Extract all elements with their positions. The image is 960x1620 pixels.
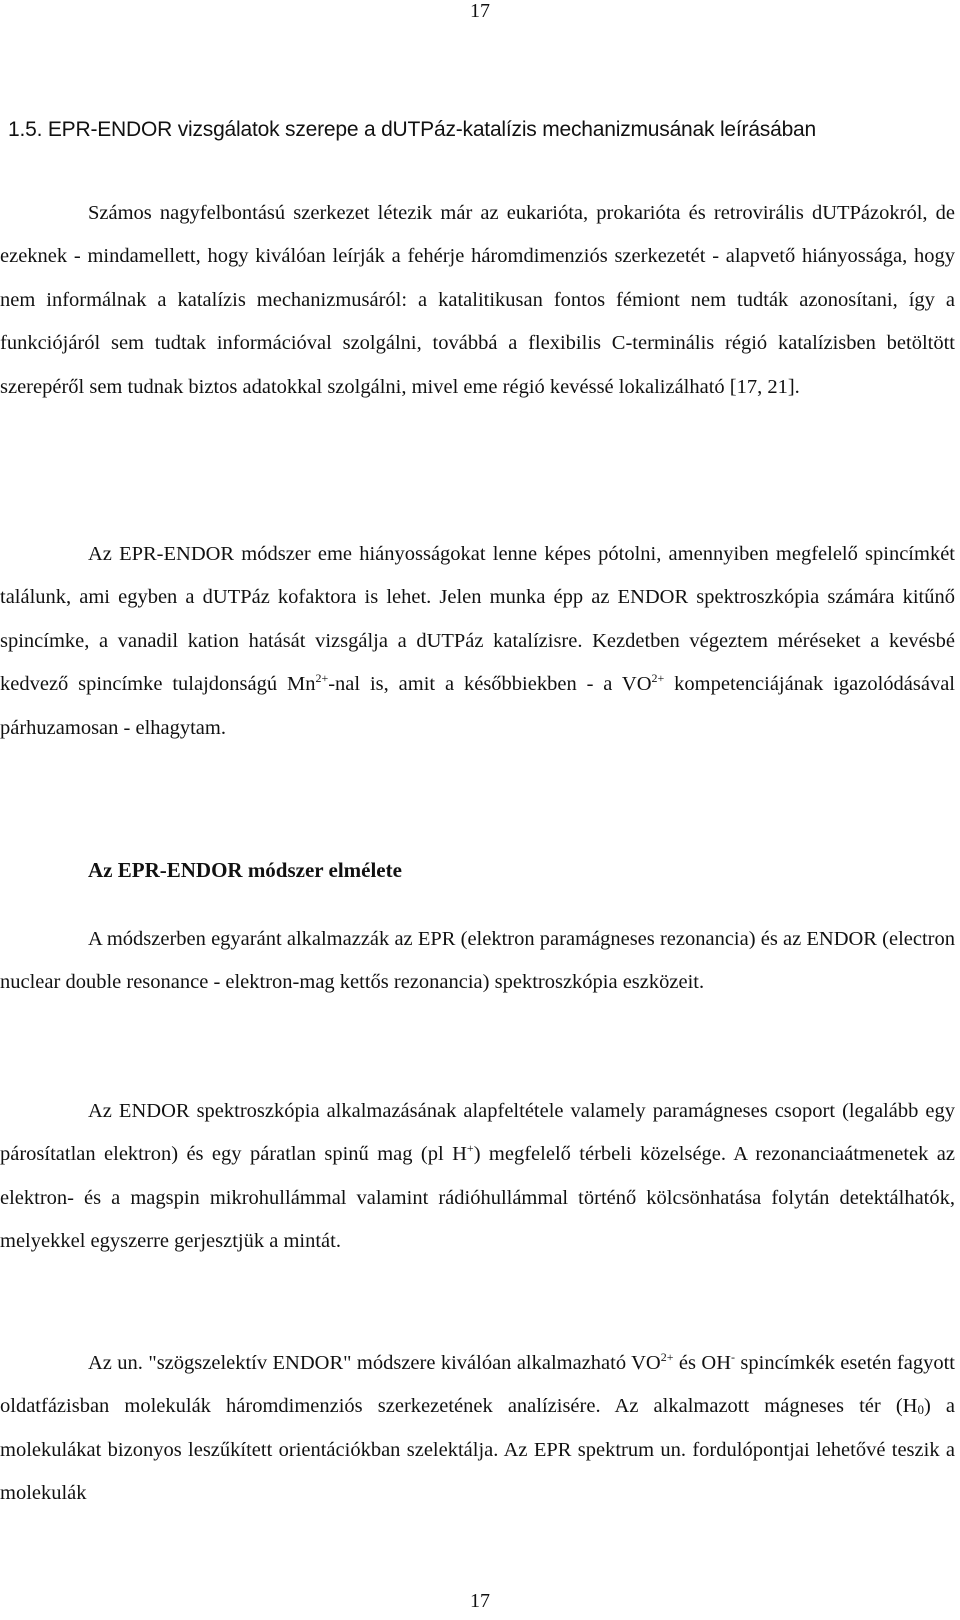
- subscript: 0: [917, 1402, 924, 1418]
- paragraph-epr-endor-method: [0, 533, 955, 750]
- paragraph-text: Az EPR-ENDOR módszer eme hiányosságokat lenne képes pótolni, amennyiben megfelelő spincímkét találunk, ami egyben a dUTPáz kofaktora is lehet. Jelen munka épp az ENDOR spektroszkópia számára kitűnő spincímke, a vanadil kation hatását vizsgálja a dUTPáz katalízisre. Kezdetben végeztem méréseket a kevésbé kedvező spincímke tulajdonságú Mn: [0, 543, 955, 696]
- paragraph-endor-requirements: [0, 1090, 955, 1264]
- paragraph-dutpase-structures: [0, 192, 955, 409]
- paragraph-text: ) megfelelő térbeli közelsége. A rezonanciaátmenetek az elektron- és a magspin mikrohullámmal valamint rádióhullámmal történő kölcsönhatása folytán detektálhatók, melyekkel egyszerre gerjesztjük a mintát.: [0, 1143, 955, 1253]
- paragraph-text: kompetenciájának igazolódásával párhuzamosan - elhagytam.: [0, 673, 955, 739]
- paragraph-text: Számos nagyfelbontású szerkezet létezik már az eukarióta, prokarióta és retrovirális dUTPázokról, de ezeknek - mindamellett, hogy kiválóan leírják a fehérje háromdimenziós szerkezetét - alapvető hiányossága, hogy nem informálnak a katalízis mechanizmusáról: a katalitikusan fontos fémiont nem tudták azonosítani, így a funkciójáról sem tudtak információval szolgálni, továbbá a flexibilis C-terminális régió katalízisben betöltött szerepéről sem tudnak biztos adatokkal szolgálni, mivel eme régió kevéssé lokalizálható [17, 21].: [0, 202, 955, 398]
- section-heading: 1.5. EPR-ENDOR vizsgálatok szerepe a dUTPáz-katalízis mechanizmusának leírásában: [8, 118, 817, 141]
- paragraph-text: spincímkék esetén fagyott oldatfázisban molekulák háromdimenziós szerkezetének analízisére. Az alkalmazott mágneses tér (H: [0, 1352, 955, 1418]
- paragraph-text: ) a molekulákat bizonyos leszűkített orientációkban szelektálja. Az EPR spektrum un. fordulópontjai lehetővé teszik a molekulák: [0, 1395, 955, 1505]
- paragraph-epr-endor-tools: [0, 918, 955, 1005]
- superscript: -: [731, 1350, 735, 1364]
- superscript: +: [466, 1141, 474, 1156]
- paragraph-text: Az ENDOR spektroszkópia alkalmazásának alapfeltétele valamely paramágneses csoport (legalább egy párosítatlan elektron) és egy páratlan spinű mag (pl H: [0, 1100, 955, 1166]
- superscript: 2+: [315, 671, 329, 686]
- paragraph-text: és OH: [673, 1352, 731, 1374]
- page-number-top: 17: [470, 0, 490, 22]
- paragraph-text: -nal is, amit a későbbiekben - a VO: [328, 673, 652, 696]
- paragraph-text: A módszerben egyaránt alkalmazzák az EPR (elektron paramágneses rezonancia) és az ENDOR (electron nuclear double resonance - elektron-mag kettős rezonancia) spektroszkópia eszközeit.: [0, 928, 955, 994]
- subheading-epr-endor-theory: Az EPR-ENDOR módszer elmélete: [88, 858, 402, 882]
- superscript: 2+: [660, 1350, 674, 1364]
- paragraph-angle-selective-endor: [0, 1342, 955, 1516]
- superscript: 2+: [651, 671, 665, 686]
- paragraph-text: Az un. "szögszelektív ENDOR" módszere kiválóan alkalmazható VO: [88, 1352, 661, 1374]
- page-number-bottom: 17: [470, 1590, 490, 1612]
